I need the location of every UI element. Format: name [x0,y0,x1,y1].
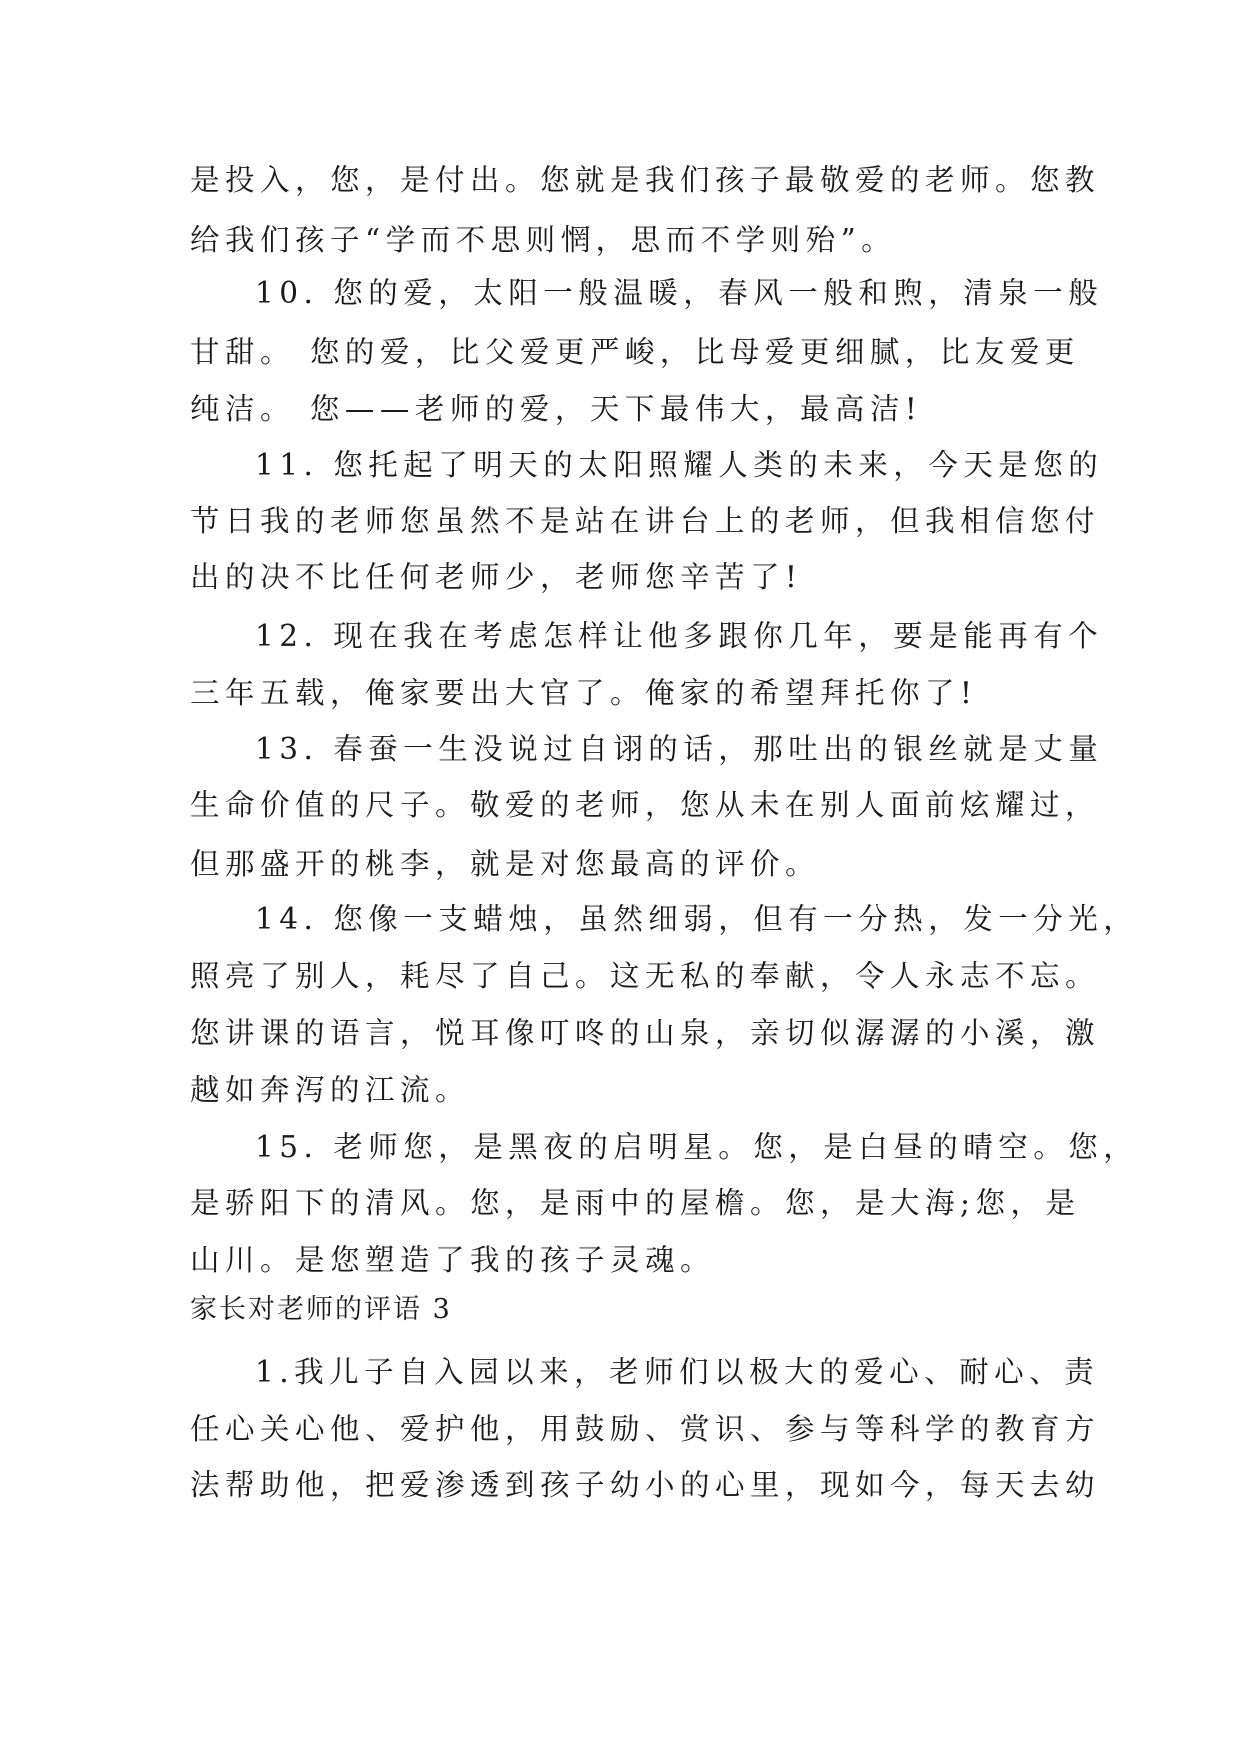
text-line: 15. 老师您，是黑夜的启明星。您，是白昼的晴空。您， [255,1130,1139,1164]
text-line: 照亮了别人，耗尽了自己。这无私的奉献，令人永志不忘。 [190,959,1101,993]
text-line: 任心关心他、爱护他，用鼓励、赏识、参与等科学的教育方 [190,1412,1101,1446]
section-heading: 家长对老师的评语 3 [190,1294,452,1325]
text-line: 给我们孩子“学而不思则惘，思而不学则殆”。 [190,223,897,257]
text-line: 是骄阳下的清风。您，是雨中的屋檐。您，是大海;您，是 [190,1186,1081,1220]
text-line: 法帮助他，把爱渗透到孩子幼小的心里，现如今，每天去幼 [190,1468,1101,1502]
text-line: 13. 春蚕一生没说过自诩的话，那吐出的银丝就是丈量 [255,732,1104,766]
text-line: 节日我的老师您虽然不是站在讲台上的老师，但我相信您付 [190,504,1101,538]
text-line: 山川。是您塑造了我的孩子灵魂。 [190,1243,716,1277]
text-line: 纯洁。 您——老师的爱，天下最伟大，最高洁! [190,392,923,426]
text-line: 是投入，您，是付出。您就是我们孩子最敬爱的老师。您教 [190,163,1101,197]
text-line: 14. 您像一支蜡烛，虽然细弱，但有一分热，发一分光， [255,902,1139,936]
text-line: 三年五载，俺家要出大官了。俺家的希望拜托你了! [190,676,978,710]
text-line: 12. 现在我在考虑怎样让他多跟你几年，要是能再有个 [255,619,1104,653]
text-line: 10. 您的爱，太阳一般温暖，春风一般和煦，清泉一般 [255,276,1104,310]
text-line: 1.我儿子自入园以来，老师们以极大的爱心、耐心、责 [255,1355,1100,1389]
text-line: 您讲课的语言，悦耳像叮咚的山泉，亲切似潺潺的小溪，激 [190,1016,1101,1050]
text-line: 11. 您托起了明天的太阳照耀人类的未来，今天是您的 [255,448,1104,482]
text-line: 但那盛开的桃李，就是对您最高的评价。 [190,847,821,881]
text-line: 越如奔泻的江流。 [190,1073,471,1107]
text-line: 生命价值的尺子。敬爱的老师，您从未在别人面前炫耀过， [190,788,1101,822]
text-line: 甘甜。 您的爱，比父爱更严峻，比母爱更细腻，比友爱更 [190,335,1080,369]
text-line: 出的决不比任何老师少，老师您辛苦了! [190,560,803,594]
